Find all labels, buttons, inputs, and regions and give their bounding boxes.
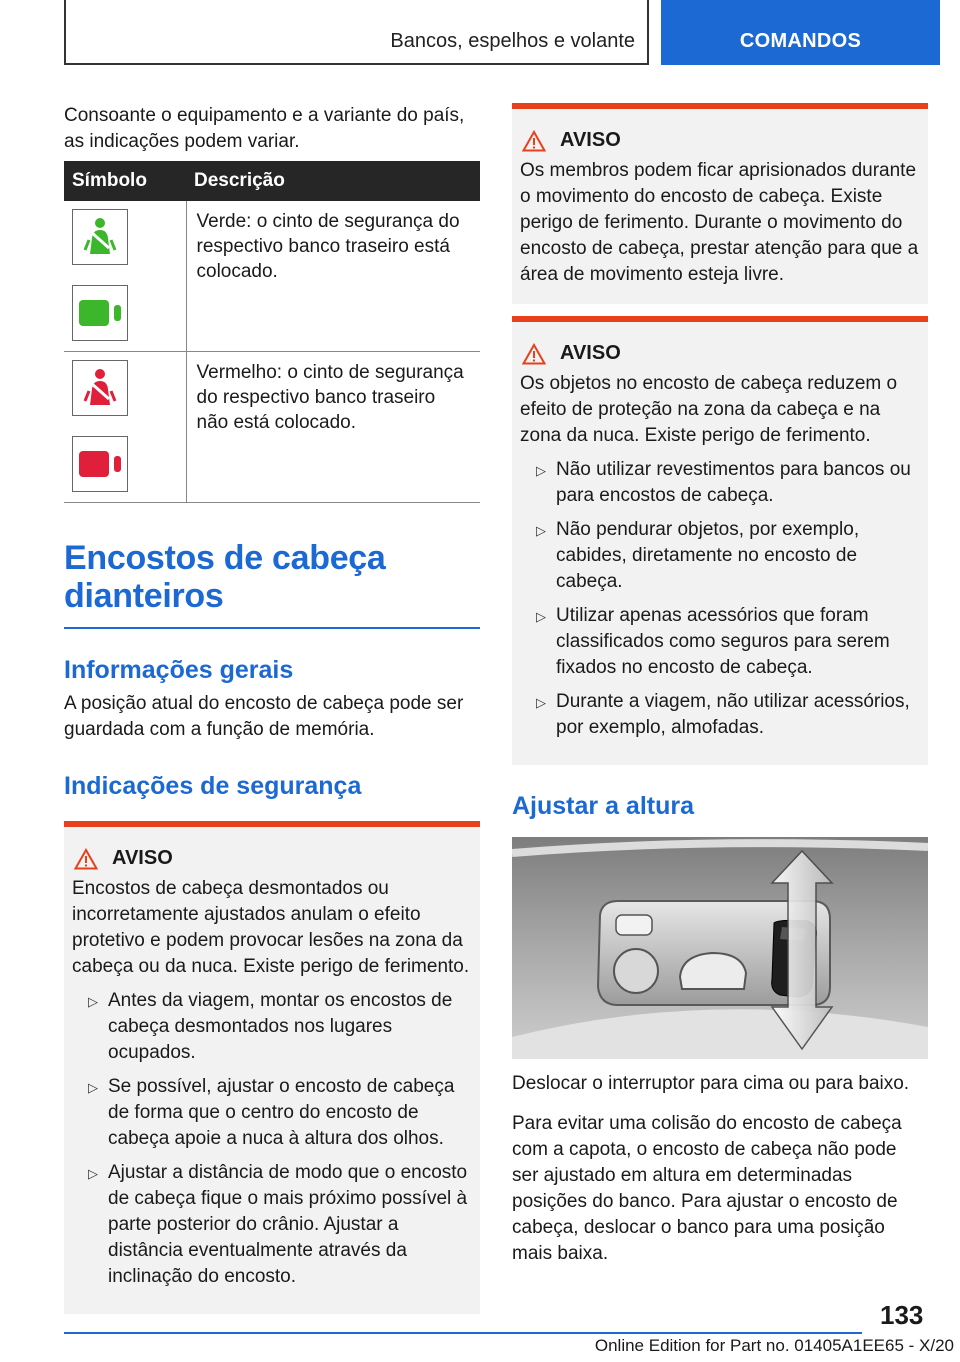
table-header-row <box>64 161 480 201</box>
warning-title: AVISO <box>112 847 173 869</box>
list-item: ▷ Ajustar a distância de modo que o encosto de cabeça fique o mais próximo possível à parte posterior do crânio. Ajustar a distância eventualmente através da inclinação do encosto. <box>72 1160 472 1290</box>
warning-text: Os membros podem ficar aprisionados durante o movimento do encosto de cabeça. Existe perigo de ferimento. Durante o movimento do encosto de cabeça, prestar atenção para que a área de movimento esteja livre. <box>520 160 919 285</box>
table-header-description: Descrição <box>186 161 480 201</box>
symbol-cell <box>64 201 186 352</box>
warning-text: Encostos de cabeça desmontados ou incorretamente ajustados anulam o efeito protetivo e podem provocar lesões na zona da cabeça ou da nuca. Existe perigo de ferimento. <box>72 878 470 977</box>
warning-triangle-icon <box>522 130 546 152</box>
header-chapter-box <box>64 0 649 65</box>
intro-text: Consoante o equipamento e a variante do país, as indicações podem variar. <box>64 105 465 152</box>
indicator-red-icon <box>72 436 128 492</box>
warning-heading <box>74 847 472 870</box>
description-cell: Vermelho: o cinto de segurança do respectivo banco traseiro não está colocado. <box>186 352 480 503</box>
height-title: Ajustar a altura <box>512 792 695 820</box>
list-item: ▷ Não pendurar objetos, por exemplo, cabides, diretamente no encosto de cabeça. <box>520 517 920 595</box>
list-item: ▷ Se possível, ajustar o encosto de cabeça de forma que o centro do encosto de cabeça apoie a nuca à altura dos olhos. <box>72 1074 472 1152</box>
footer-edition: Online Edition for Part no. 01405A1EE65 - X/20 <box>594 1336 954 1355</box>
warning-box <box>512 103 928 304</box>
bullet-triangle-icon: ▷ <box>88 1080 98 1095</box>
symbol-table <box>64 161 480 503</box>
list-item: ▷ Durante a viagem, não utilizar acessórios, por exemplo, almofadas. <box>520 689 920 741</box>
symbol-cell <box>64 352 186 503</box>
bullet-triangle-icon: ▷ <box>536 609 546 624</box>
warning-triangle-icon <box>522 343 546 365</box>
warning-title: AVISO <box>560 342 621 364</box>
warning-box <box>512 316 928 765</box>
section-title: Encostos de cabeça dianteiros <box>64 539 480 629</box>
info-title: Informações gerais <box>64 656 294 684</box>
warning-heading <box>522 342 920 365</box>
warning-list <box>72 988 472 1290</box>
height-paragraph: Para evitar uma colisão do encosto de cabeça com a capota, o encosto de cabeça não pode ser ajustado em altura em determinadas posições do banco. Para ajustar o encosto de cabeça, deslocar o banco para uma posição mais baixa. <box>512 1113 902 1264</box>
table-row <box>64 201 480 352</box>
list-item: ▷ Antes da viagem, montar os encostos de cabeça desmontados nos lugares ocupados. <box>72 988 472 1066</box>
seat-switch-illustration <box>512 837 928 1059</box>
bullet-triangle-icon: ▷ <box>536 523 546 538</box>
list-item: ▷ Não utilizar revestimentos para bancos ou para encostos de cabeça. <box>520 457 920 509</box>
warning-box <box>64 821 480 1314</box>
warning-title: AVISO <box>560 129 621 151</box>
info-text: A posição atual do encosto de cabeça pode ser guardada com a função de memória. <box>64 693 464 740</box>
warning-list <box>520 457 920 741</box>
header-section: COMANDOS <box>739 30 862 52</box>
description-cell: Verde: o cinto de segurança do respectivo banco traseiro está colocado. <box>186 201 480 352</box>
seatbelt-red-icon <box>72 360 128 416</box>
table-header-symbol: Símbolo <box>64 161 186 201</box>
safety-title: Indicações de segurança <box>64 772 362 800</box>
bullet-triangle-icon: ▷ <box>88 1166 98 1181</box>
warning-triangle-icon <box>74 848 98 870</box>
bullet-triangle-icon: ▷ <box>88 994 98 1009</box>
seatbelt-green-icon <box>72 209 128 265</box>
header-chapter: Bancos, espelhos e volante <box>390 30 635 52</box>
bullet-triangle-icon: ▷ <box>536 695 546 710</box>
header-section-tab <box>661 0 940 65</box>
list-item: ▷ Utilizar apenas acessórios que foram classificados como seguros para serem fixados no encosto de cabeça. <box>520 603 920 681</box>
warning-heading <box>522 129 920 152</box>
warning-text: Os objetos no encosto de cabeça reduzem o efeito de proteção na zona da cabeça e na zona da nuca. Existe perigo de ferimento. <box>520 373 898 446</box>
page-number: 133 <box>880 1300 924 1330</box>
illustration-caption: Deslocar o interruptor para cima ou para baixo. <box>512 1073 910 1094</box>
table-row <box>64 352 480 503</box>
left-column <box>64 103 480 1314</box>
bullet-triangle-icon: ▷ <box>536 463 546 478</box>
footer-divider <box>64 1332 862 1334</box>
indicator-green-icon <box>72 285 128 341</box>
right-column <box>512 103 928 1267</box>
